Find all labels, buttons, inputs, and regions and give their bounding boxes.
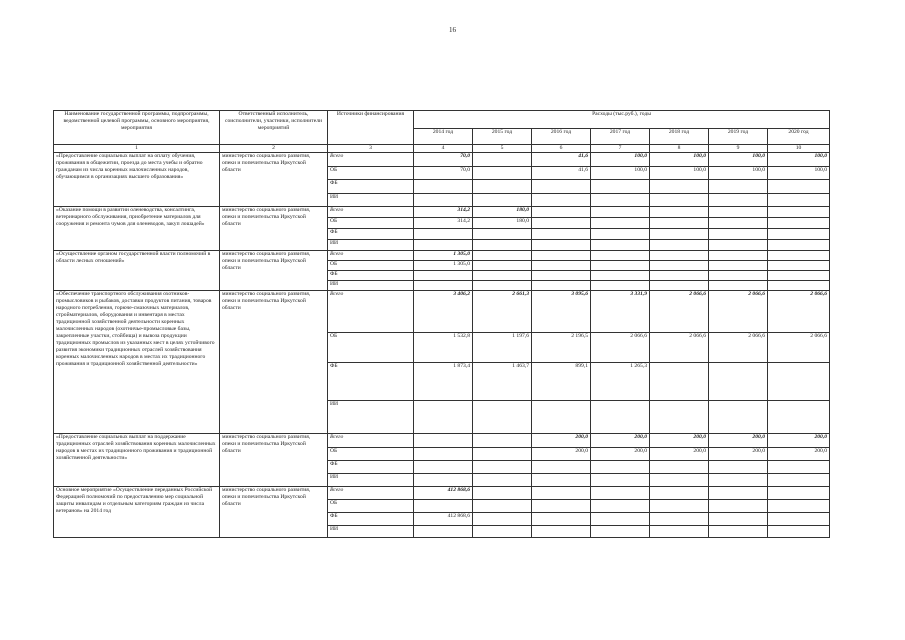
expense-value xyxy=(532,207,591,218)
expense-value: 100,0 xyxy=(768,153,830,167)
expense-value xyxy=(768,401,830,434)
expense-value xyxy=(650,461,709,474)
funding-source: ФБ xyxy=(328,180,414,194)
expense-value: 412 868,6 xyxy=(414,513,473,526)
funding-source: ОБ xyxy=(328,500,414,513)
expense-value xyxy=(414,474,473,487)
budget-table xyxy=(53,110,830,538)
expense-value xyxy=(768,207,830,218)
expense-value xyxy=(473,261,532,271)
funding-source: ОБ xyxy=(328,218,414,229)
expense-value xyxy=(709,461,768,474)
expense-value: 100,0 xyxy=(709,153,768,167)
expense-value xyxy=(650,474,709,487)
expense-value xyxy=(591,218,650,229)
expense-value xyxy=(709,500,768,513)
expense-value xyxy=(768,229,830,240)
expense-value xyxy=(473,487,532,500)
expense-value xyxy=(532,251,591,261)
funding-source: ИИ xyxy=(328,474,414,487)
expense-value xyxy=(650,500,709,513)
expense-value xyxy=(473,500,532,513)
table-row xyxy=(54,251,830,261)
executor-name: министерство социального развития, опеки и попечительства Иркутской области xyxy=(220,153,328,207)
expense-value xyxy=(473,513,532,526)
column-index: 9 xyxy=(709,145,768,153)
expense-value xyxy=(473,167,532,180)
expense-value xyxy=(650,526,709,538)
expense-value: 200,0 xyxy=(650,448,709,461)
expense-value xyxy=(532,229,591,240)
expense-value xyxy=(650,363,709,401)
expense-value xyxy=(532,261,591,271)
expense-value xyxy=(532,526,591,538)
funding-source: ИИ xyxy=(328,401,414,434)
funding-source: ФБ xyxy=(328,513,414,526)
expense-value xyxy=(650,194,709,207)
funding-source: ОБ xyxy=(328,448,414,461)
funding-source: Всего xyxy=(328,207,414,218)
expense-value: 100,0 xyxy=(591,167,650,180)
expense-value xyxy=(591,271,650,281)
column-index: 5 xyxy=(473,145,532,153)
funding-source: Всего xyxy=(328,251,414,261)
expense-value xyxy=(532,461,591,474)
funding-source: ОБ xyxy=(328,333,414,363)
expense-value xyxy=(650,261,709,271)
expense-value: 100,0 xyxy=(650,167,709,180)
expense-value: 3 095,6 xyxy=(532,291,591,333)
expense-value xyxy=(650,180,709,194)
funding-source: ФБ xyxy=(328,363,414,401)
expense-value xyxy=(532,281,591,291)
expense-value: 200,0 xyxy=(532,434,591,448)
column-index: 1 xyxy=(54,145,220,153)
expense-value: 2 196,5 xyxy=(532,333,591,363)
expense-value: 3 406,2 xyxy=(414,291,473,333)
expense-value xyxy=(768,363,830,401)
funding-source: Всего xyxy=(328,291,414,333)
expense-value xyxy=(414,448,473,461)
table-row xyxy=(54,153,830,167)
expense-value xyxy=(768,281,830,291)
expense-value: 200,0 xyxy=(709,448,768,461)
expense-value: 1 305,0 xyxy=(414,251,473,261)
expense-value: 1 305,0 xyxy=(414,261,473,271)
table-row xyxy=(54,207,830,218)
executor-name: министерство социального развития, опеки и попечительства Иркутской области xyxy=(220,291,328,434)
expense-value xyxy=(768,180,830,194)
expense-value: 180,0 xyxy=(473,207,532,218)
header-year: 2020 год xyxy=(768,129,830,145)
header-year: 2018 год xyxy=(650,129,709,145)
expense-value: 1 197,6 xyxy=(473,333,532,363)
expense-value xyxy=(414,401,473,434)
header-source: Источники финансирования xyxy=(328,111,414,145)
activity-name: Основное мероприятие «Осуществление переданных Российской Федерацией полномочий по предоставлению мер социальной защиты инвалидам и отдельным категориям граждан из числа ветеранов» на 2014 год xyxy=(54,487,220,538)
expense-value xyxy=(768,251,830,261)
expense-value xyxy=(709,474,768,487)
expense-value xyxy=(768,261,830,271)
expense-value xyxy=(768,461,830,474)
expense-value xyxy=(591,500,650,513)
table-row xyxy=(54,291,830,333)
expense-value xyxy=(473,401,532,434)
expense-value xyxy=(414,526,473,538)
expense-value: 200,0 xyxy=(591,434,650,448)
expense-value xyxy=(532,487,591,500)
expense-value xyxy=(709,281,768,291)
expense-value: 200,0 xyxy=(532,448,591,461)
table-body xyxy=(54,153,830,538)
funding-source: ФБ xyxy=(328,271,414,281)
expense-value xyxy=(532,218,591,229)
table-row xyxy=(54,434,830,448)
expense-value xyxy=(591,261,650,271)
expense-value xyxy=(591,513,650,526)
expense-value xyxy=(591,474,650,487)
expense-value xyxy=(650,487,709,500)
column-index: 7 xyxy=(591,145,650,153)
expense-value xyxy=(709,401,768,434)
activity-name: «Осуществление органом государственной власти полномочий в области лесных отношений» xyxy=(54,251,220,291)
executor-name: министерство социального развития, опеки и попечительства Иркутской области xyxy=(220,434,328,487)
expense-value xyxy=(473,461,532,474)
funding-source: ИИ xyxy=(328,194,414,207)
expense-value xyxy=(532,240,591,251)
expense-value xyxy=(768,487,830,500)
column-index: 3 xyxy=(328,145,414,153)
expense-value xyxy=(768,513,830,526)
expense-value: 2 066,6 xyxy=(709,291,768,333)
expense-value xyxy=(414,461,473,474)
expense-value: 1 532,8 xyxy=(414,333,473,363)
expense-value: 1 463,7 xyxy=(473,363,532,401)
expense-value xyxy=(650,218,709,229)
expense-value xyxy=(650,281,709,291)
expense-value: 180,0 xyxy=(473,218,532,229)
expense-value: 100,0 xyxy=(768,167,830,180)
expense-value xyxy=(532,180,591,194)
expense-value: 3 331,9 xyxy=(591,291,650,333)
expense-value xyxy=(414,271,473,281)
expense-value: 200,0 xyxy=(768,434,830,448)
expense-value xyxy=(591,461,650,474)
expense-value: 2 661,3 xyxy=(473,291,532,333)
expense-value: 2 066,6 xyxy=(650,291,709,333)
expense-value xyxy=(414,434,473,448)
header-year: 2014 год xyxy=(414,129,473,145)
header-name: Наименование государственной программы, подпрограммы, ведомственной целевой программы, основного мероприятия, мероприятия xyxy=(54,111,220,145)
expense-value xyxy=(768,271,830,281)
expense-value xyxy=(473,434,532,448)
expense-value xyxy=(768,194,830,207)
expense-value xyxy=(591,180,650,194)
expense-value xyxy=(709,261,768,271)
expense-value xyxy=(473,271,532,281)
expense-value: 70,0 xyxy=(414,167,473,180)
column-index: 2 xyxy=(220,145,328,153)
expense-value: 314,2 xyxy=(414,218,473,229)
expense-value: 314,2 xyxy=(414,207,473,218)
expense-value xyxy=(709,526,768,538)
expense-value xyxy=(709,240,768,251)
expense-value xyxy=(709,487,768,500)
column-index: 8 xyxy=(650,145,709,153)
expense-value xyxy=(414,229,473,240)
expense-value: 1 265,3 xyxy=(591,363,650,401)
expense-value xyxy=(414,194,473,207)
funding-source: ОБ xyxy=(328,261,414,271)
expense-value: 2 066,6 xyxy=(709,333,768,363)
executor-name: министерство социального развития, опеки и попечительства Иркутской области xyxy=(220,207,328,251)
expense-value xyxy=(532,271,591,281)
expense-value xyxy=(650,240,709,251)
expense-value xyxy=(473,180,532,194)
expense-value xyxy=(709,207,768,218)
expense-value xyxy=(709,229,768,240)
expense-value: 200,0 xyxy=(650,434,709,448)
column-index: 4 xyxy=(414,145,473,153)
header-year: 2015 год xyxy=(473,129,532,145)
expense-value xyxy=(768,526,830,538)
expense-value xyxy=(650,251,709,261)
expense-value xyxy=(473,194,532,207)
expense-value xyxy=(768,500,830,513)
expense-value xyxy=(414,180,473,194)
activity-name: «Предоставление социальных выплат на поддержание традиционных отраслей хозяйствования коренных малочисленных народов в местах их традиционного проживания и традиционной хозяйственной деятельности» xyxy=(54,434,220,487)
expense-value xyxy=(591,240,650,251)
expense-value xyxy=(532,500,591,513)
executor-name: министерство социального развития, опеки и попечительства Иркутской области xyxy=(220,487,328,538)
header-year: 2017 год xyxy=(591,129,650,145)
expense-value xyxy=(591,229,650,240)
expense-value: 200,0 xyxy=(591,448,650,461)
expense-value xyxy=(414,240,473,251)
activity-name: «Предоставление социальных выплат на оплату обучения, проживания в общежитии, проезда до места учебы и обратно гражданам из числа коренных малочисленных народов, обучающимся в организациях высшего образования» xyxy=(54,153,220,207)
expense-value: 2 066,6 xyxy=(768,291,830,333)
expense-value: 70,0 xyxy=(414,153,473,167)
funding-source: ФБ xyxy=(328,461,414,474)
funding-source: Всего xyxy=(328,153,414,167)
expense-value xyxy=(473,526,532,538)
funding-source: ИИ xyxy=(328,240,414,251)
column-index: 10 xyxy=(768,145,830,153)
table-row xyxy=(54,487,830,500)
expense-value xyxy=(532,401,591,434)
header-executor: Ответственный исполнитель, соисполнители, участники, исполнители мероприятий xyxy=(220,111,328,145)
expense-value: 200,0 xyxy=(709,434,768,448)
funding-source: ИИ xyxy=(328,281,414,291)
expense-value xyxy=(591,526,650,538)
expense-value xyxy=(473,474,532,487)
page-number: 16 xyxy=(449,26,456,34)
expense-value xyxy=(591,207,650,218)
expense-value xyxy=(650,229,709,240)
expense-value xyxy=(709,194,768,207)
header-year: 2019 год xyxy=(709,129,768,145)
header-year: 2016 год xyxy=(532,129,591,145)
expense-value xyxy=(709,180,768,194)
expense-value: 899,1 xyxy=(532,363,591,401)
expense-value: 100,0 xyxy=(650,153,709,167)
expense-value: 2 066,6 xyxy=(591,333,650,363)
expense-value xyxy=(473,448,532,461)
activity-name: «Оказание помощи в развитии оленеводства, консалтинга, ветеринарного обслуживания, приобретение материалов для сооружения и ремонта чумов для оленеводов, закуп лошадей» xyxy=(54,207,220,251)
expense-value xyxy=(650,271,709,281)
expense-value xyxy=(532,513,591,526)
funding-source: ФБ xyxy=(328,229,414,240)
expense-value: 100,0 xyxy=(709,167,768,180)
expense-value xyxy=(591,487,650,500)
funding-source: ИИ xyxy=(328,526,414,538)
expense-value xyxy=(709,251,768,261)
expense-value xyxy=(473,281,532,291)
column-index: 6 xyxy=(532,145,591,153)
expense-value xyxy=(768,240,830,251)
expense-value: 1 873,4 xyxy=(414,363,473,401)
expense-value xyxy=(473,251,532,261)
expense-value xyxy=(650,513,709,526)
expense-value xyxy=(532,474,591,487)
expense-value xyxy=(709,218,768,229)
activity-name: «Обеспечение транспортного обслуживания охотников-промысловиков и рыбаков, доставки продуктов питания, товаров народного потребления, горюче-смазочных материалов, стройматериалов, оборудования и инвентаря в местах традиционной хозяйственной деятельности коренных малочисленных народов (охотничье-промысловые базы, закрепленные участки, стойбища) и вывоза продукции традиционных промыслов из указанных мест в целях устойчивого развития экономики традиционных отраслей хозяйствования коренных малочисленных народов в местах их традиционного проживания и традиционной хозяйственной деятельности» xyxy=(54,291,220,434)
expense-value xyxy=(709,513,768,526)
header-expenses: Расходы (тыс.руб.), годы xyxy=(414,111,830,129)
expense-value xyxy=(591,281,650,291)
expense-value xyxy=(768,218,830,229)
funding-source: Всего xyxy=(328,487,414,500)
expense-value xyxy=(709,271,768,281)
expense-value: 41,6 xyxy=(532,167,591,180)
expense-value xyxy=(591,251,650,261)
expense-value: 2 066,6 xyxy=(768,333,830,363)
expense-value xyxy=(650,401,709,434)
executor-name: министерство социального развития, опеки и попечительства Иркутской области xyxy=(220,251,328,291)
expense-value: 200,0 xyxy=(768,448,830,461)
expense-value xyxy=(532,194,591,207)
expense-value: 100,0 xyxy=(591,153,650,167)
expense-value xyxy=(709,363,768,401)
expense-value xyxy=(768,474,830,487)
expense-value xyxy=(414,281,473,291)
funding-source: ОБ xyxy=(328,167,414,180)
expense-value: 2 066,6 xyxy=(650,333,709,363)
expense-value: 41,6 xyxy=(532,153,591,167)
expense-value xyxy=(591,194,650,207)
expense-value xyxy=(414,500,473,513)
expense-value xyxy=(650,207,709,218)
expense-value xyxy=(473,229,532,240)
expense-value: 412 868,6 xyxy=(414,487,473,500)
funding-source: Всего xyxy=(328,434,414,448)
expense-value xyxy=(591,401,650,434)
expense-value xyxy=(473,153,532,167)
expense-value xyxy=(473,240,532,251)
